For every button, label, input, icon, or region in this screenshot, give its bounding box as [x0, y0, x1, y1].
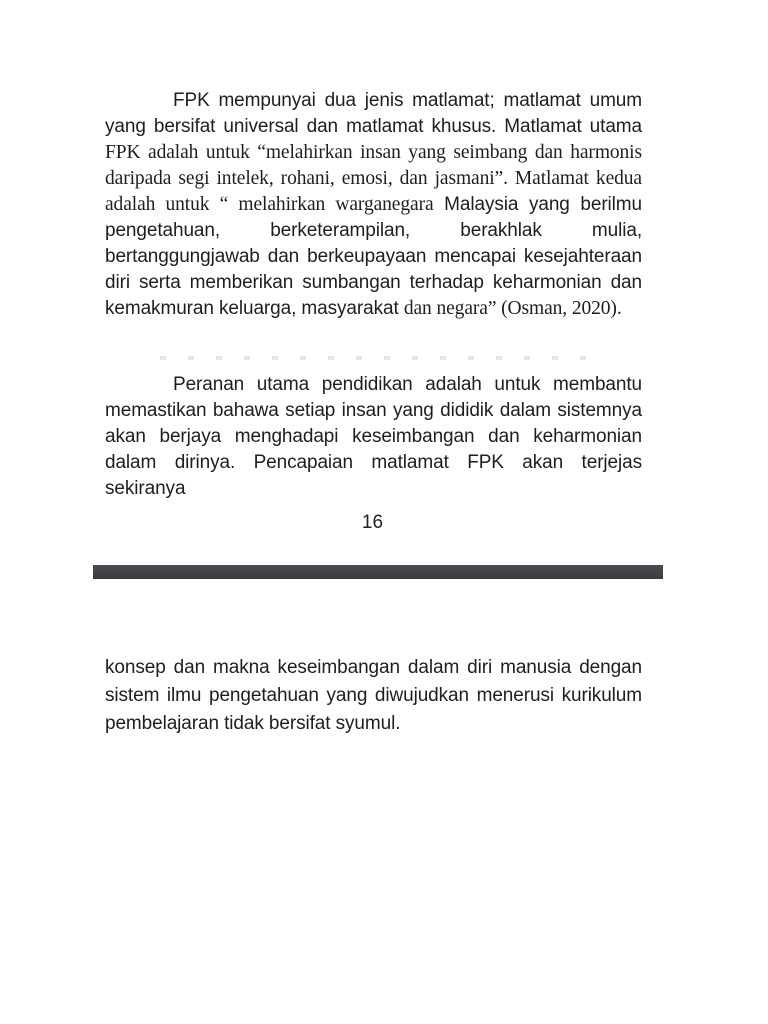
paragraph-role-of-education: Peranan utama pendidikan adalah untuk membantu memastikan bahawa setiap insan yang dididik dalam sistemnya akan berjaya menghadapi keseimbangan dan keharmonian dalam dirinya. Pencapaian matlamat FPK akan terjejas sekiranya [105, 374, 642, 499]
paragraph-1-line-4: dan negara” (Osman, 2020). [403, 298, 622, 319]
paragraph-1-line-2: FPK adalah untuk “melahirkan insan yang seimbang dan harmonis daripada segi intelek, rohani, emosi, dan jasmani”. Matlamat kedua adalah untuk “ melahirkan warganegara [105, 142, 642, 215]
paragraph-continued: konsep dan makna keseimbangan dalam diri manusia dengan sistem ilmu pengetahuan yang diwujudkan menerusi kurikulum pembelajaran tidak bersifat syumul. [105, 657, 642, 734]
faded-text-artifact [160, 356, 600, 360]
page-number: 16 [361, 512, 384, 533]
page-divider [93, 565, 663, 579]
paragraph-1-line-1: FPK mempunyai dua jenis matlamat; matlamat umum yang bersifat universal dan matlamat khusus. Matlamat utama [105, 90, 642, 137]
paragraph-1-line-3: Malaysia yang berilmu pengetahuan, berketerampilan, berakhlak mulia, bertanggungjawab dan berkeupayaan mencapai kesejahteraan diri serta memberikan sumbangan terhadap keharmonian dan kemakmuran keluarga, masyarakat [105, 194, 642, 319]
paragraph-fpk-goals [105, 88, 642, 322]
